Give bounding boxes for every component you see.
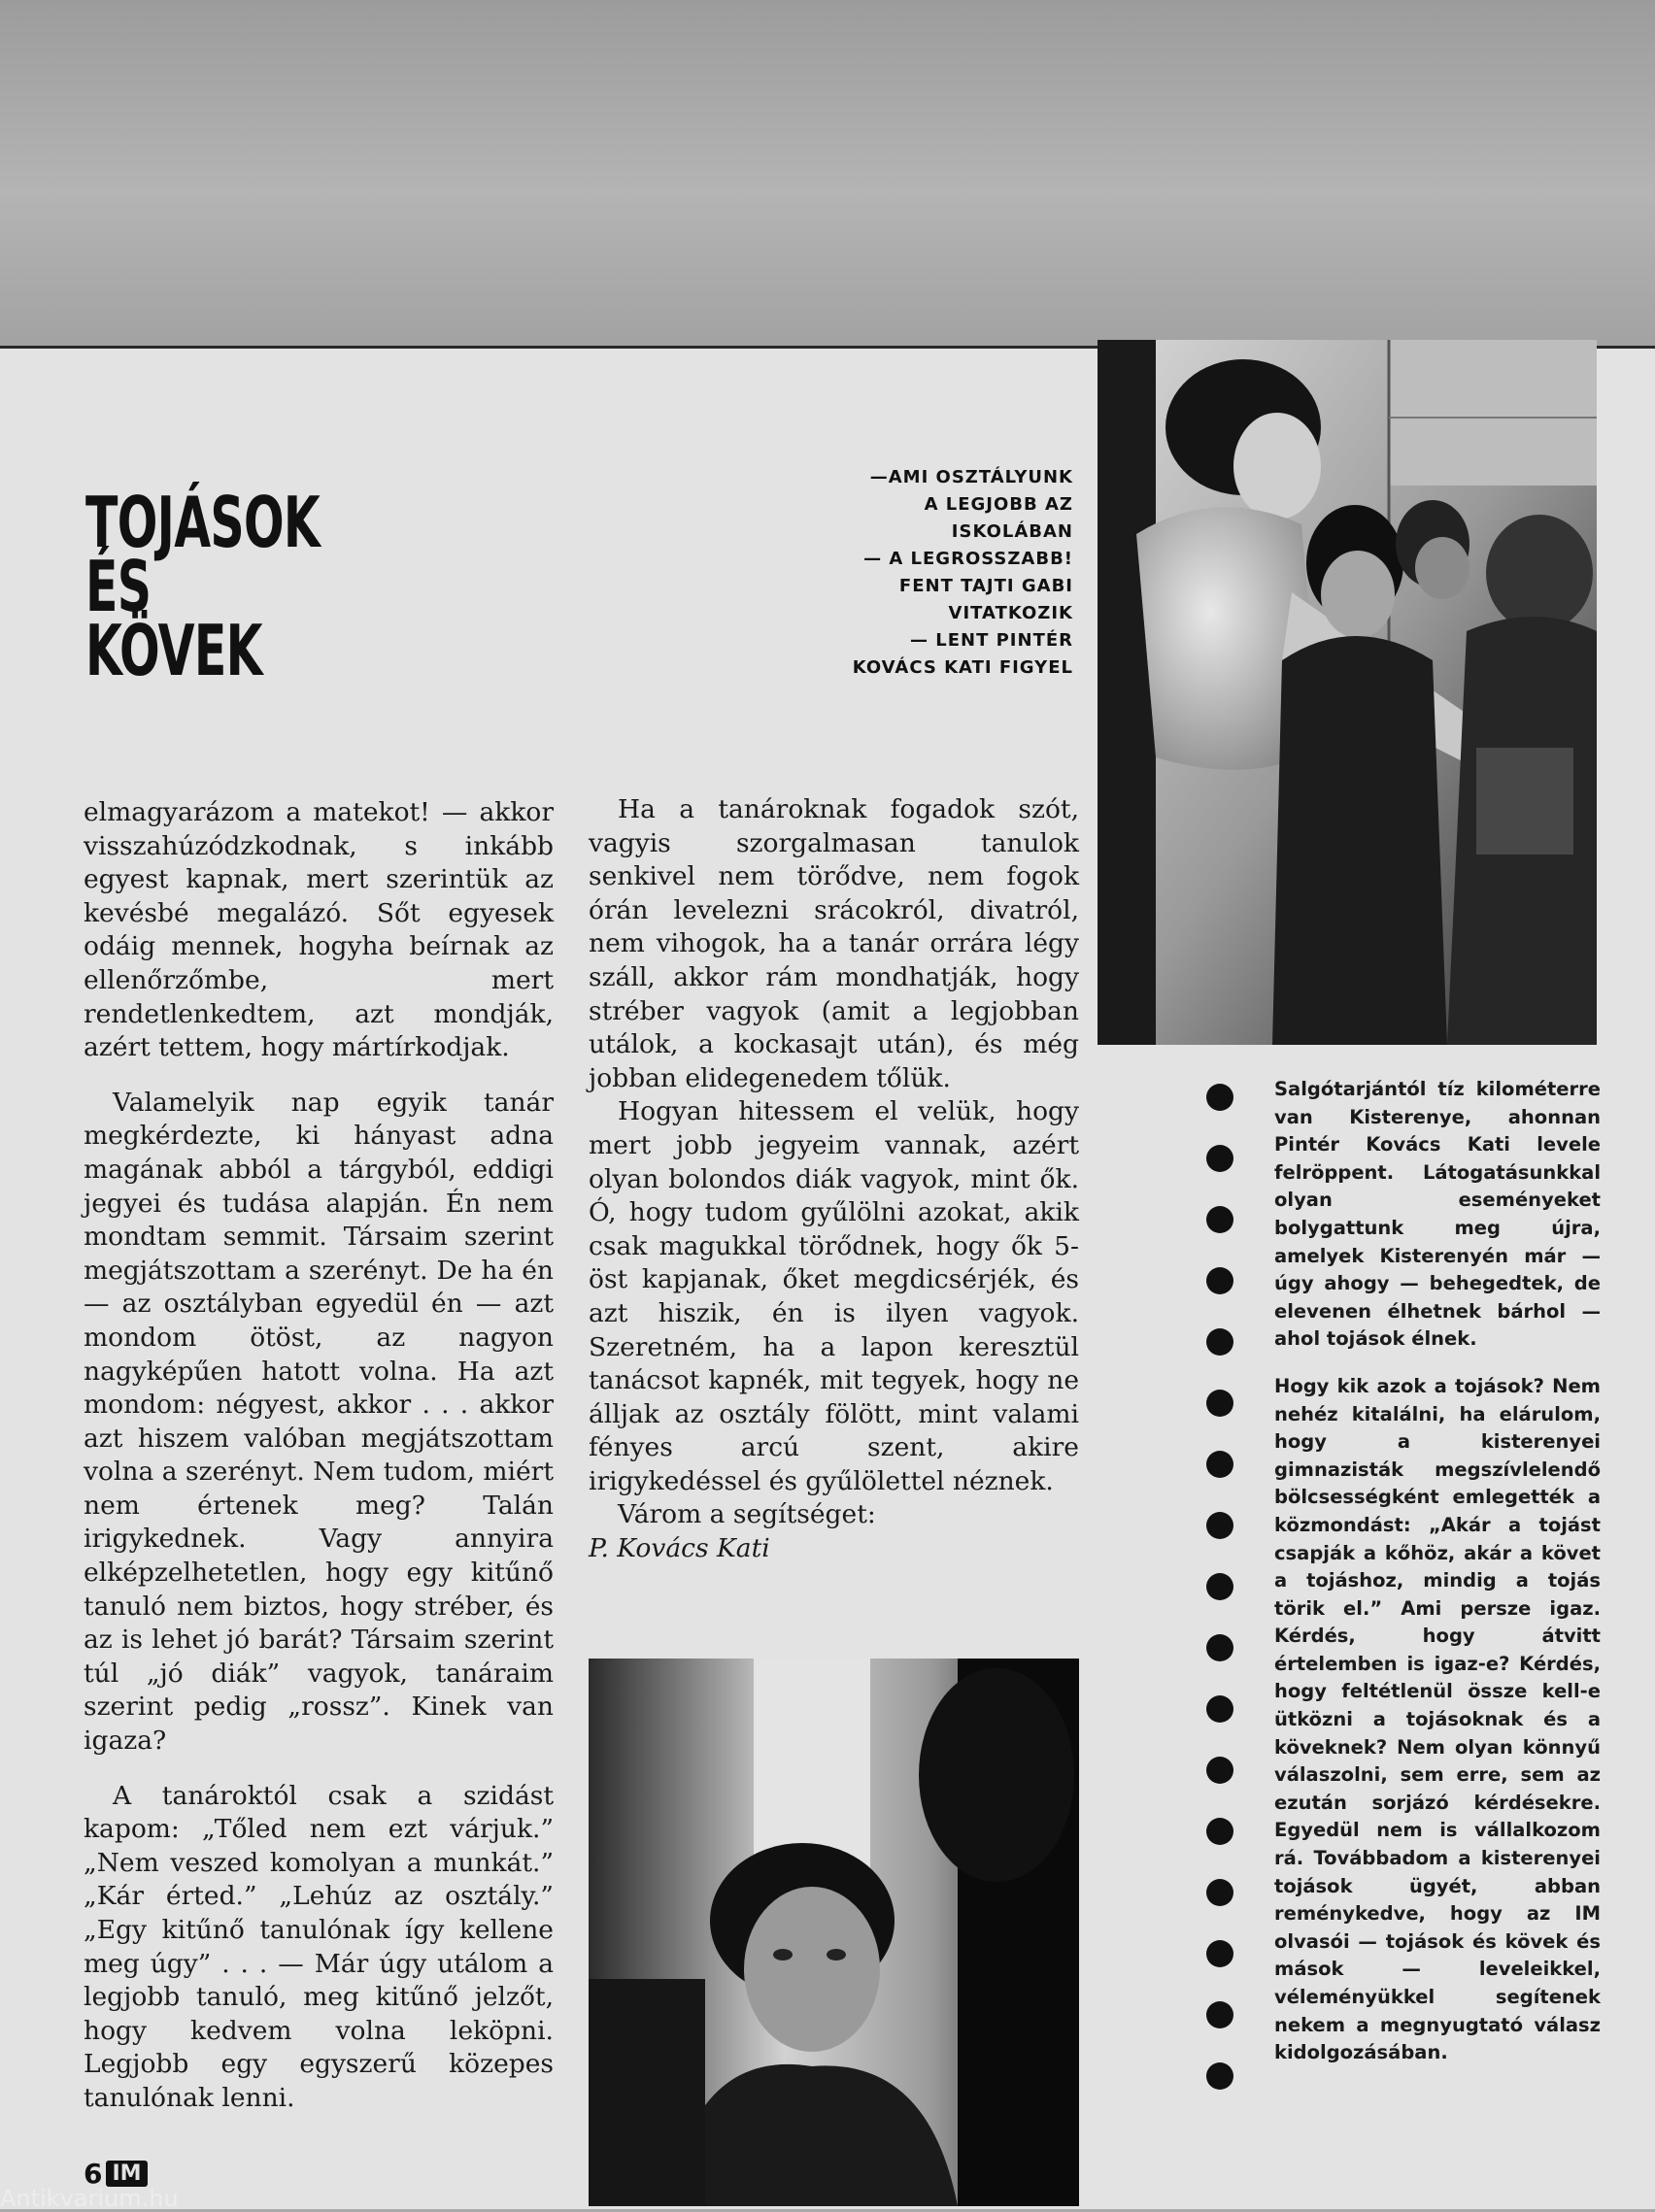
- bullet-dot-column: [1206, 1084, 1233, 2124]
- bullet-dot: [1206, 1206, 1233, 1233]
- bullet-dot: [1206, 1512, 1233, 1539]
- headline-line: ÉS: [85, 546, 152, 627]
- editorial-paragraph: Salgótarjántól tíz kilométerre van Kisterenye, ahonnan Pintér Kovács Kati levele felröppent. Látogatásunkkal olyan eseményeket bolygattunk meg újra, amelyek Kisterenyén már — úgy ahogy — behegedtek, de elevenen élhetnek bárhol — ahol tojások élnek.: [1274, 1078, 1601, 1351]
- bullet-dot: [1206, 1695, 1233, 1723]
- background-surface: [0, 0, 1655, 350]
- letter-paragraph: Ha a tanároknak fogadok szót, vagyis szorgalmasan tanulok senkivel nem törődve, nem fogok órán levelezni srácokról, divatról, nem vihogok, ha a tanár orrára légy száll, akkor rám mondhatják, hogy stréber vagyok (amit a legjobban utálok, a kockasajt után), és még jobban elidegenedem tőlük.: [589, 794, 1079, 1093]
- headline-line: TOJÁSOK: [85, 482, 321, 563]
- caption-line: — A LEGROSSZABB!: [863, 549, 1073, 569]
- page-number: 6: [84, 2158, 103, 2190]
- photo-caption: [796, 464, 1073, 682]
- bullet-dot: [1206, 1145, 1233, 1172]
- letter-paragraph: Valamelyik nap egyik tanár megkérdezte, ki hányast adna magának abból a tárgyból, eddigi jegyei és tudása alapján. Én nem mondtam semmit. Társaim szerint megjátszottam a szerényt. De ha én — az osztályban egyedül én — azt mondom ötöst, az nagyon nagyképűen hatott volna. Ha azt mondom: négyest, akkor . . . akkor azt hiszem valóban megjátszottam volna a szerényt. Nem tudom, miért nem értenek meg? Talán irigykednek. Vagy annyira elképzelhetetlen, hogy egy kitűnő tanuló nem biztos, hogy stréber, és az is lehet jó barát? Társaim szerint túl „jó diák” vagyok, tanáraim szerint pedig „rossz”. Kinek van igaza?: [84, 1087, 554, 1757]
- bullet-dot: [1206, 1451, 1233, 1478]
- letter-column-left: [84, 796, 554, 2116]
- caption-line: KOVÁCS KATI FIGYEL: [852, 657, 1073, 678]
- article-headline: [85, 482, 321, 691]
- bullet-dot: [1206, 2001, 1233, 2028]
- editorial-column-right: [1274, 1076, 1601, 2067]
- caption-line: FENT TAJTI GABI: [898, 576, 1073, 596]
- headline-line: KÖVEK: [85, 610, 262, 691]
- magazine-logo: IM: [106, 2161, 147, 2187]
- photo-classroom-debate-image: [1098, 340, 1597, 1045]
- watermark: Antikvarium.hu: [0, 2185, 179, 2212]
- bullet-dot: [1206, 1328, 1233, 1356]
- caption-line: — LENT PINTÉR: [909, 630, 1073, 651]
- letter-column-middle: [589, 793, 1079, 1566]
- letter-closing: Várom a segítséget:: [618, 1499, 876, 1530]
- letter-paragraph: Hogyan hitessem el velük, hogy mert jobb jegyeim vannak, azért olyan bolondos diák vagyok, mint ők. Ó, hogy tudom gyűlölni azokat, akik csak magukkal törődnek, hogy ők 5-öst kapjanak, őket megdicsérjék, és azt hiszik, én is ilyen vagyok. Szeretném, ha a lapon keresztül tanácsot kapnék, mit tegyek, hogy ne álljak az osztály fölött, mint valami fényes arcú szent, akire irigykedéssel és gyűlölettel néznek.: [589, 1096, 1079, 1496]
- bullet-dot: [1206, 1390, 1233, 1417]
- bullet-dot: [1206, 1634, 1233, 1661]
- caption-line: —AMI OSZTÁLYUNK: [869, 467, 1073, 487]
- bullet-dot: [1206, 1818, 1233, 1845]
- letter-signature: P. Kovács Kati: [589, 1533, 770, 1564]
- letter-paragraph: A tanároktól csak a szidást kapom: „Tőled nem ezt várjuk.” „Nem veszed komolyan a munkát.” „Kár érted.” „Lehúz az osztály.” „Egy kitűnő tanulónak így kellene meg úgy” . . . — Már úgy utálom a legjobb tanuló, meg kitűnő jelzőt, hogy kedvem volna leköpni. Legjobb egy egyszerű közepes tanulónak lenni.: [84, 1780, 554, 2113]
- bullet-dot: [1206, 1757, 1233, 1784]
- caption-line: VITATKOZIK: [948, 603, 1073, 623]
- photo-student-listening: [589, 1659, 1079, 2206]
- bullet-dot: [1206, 2062, 1233, 2090]
- editorial-paragraph: Hogy kik azok a tojások? Nem nehéz kitalálni, ha elárulom, hogy a kisterenyei gimnazisták megszívlelendő bölcsességként emlegették a közmondást: „Akár a tojást csapják a kőhöz, akár a követ a tojáshoz, mindig a tojás törik el.” Ami persze igaz. Kérdés, hogy átvitt értelemben is igaz-e? Kérdés, hogy feltétlenül össze kell-e ütközni a tojásoknak és a köveknek? Nem olyan könnyű válaszolni, sem erre, sem az ezután sorjázó kérdésekre. Egyedül nem is vállalkozom rá. Továbbadom a kisterenyei tojások ügyét, abban reménykedve, hogy az IM olvasói — tojások és kövek és mások — leveleikkel, véleményükkel segítenek nekem a megnyugtató válasz kidolgozásában.: [1274, 1374, 1601, 2064]
- bullet-dot: [1206, 1267, 1233, 1294]
- bullet-dot: [1206, 1879, 1233, 1906]
- photo-student-listening-image: [589, 1659, 1079, 2206]
- photo-classroom-debate: [1098, 340, 1597, 1045]
- bullet-dot: [1206, 1084, 1233, 1111]
- bullet-dot: [1206, 1573, 1233, 1600]
- caption-line: ISKOLÁBAN: [951, 521, 1073, 542]
- caption-line: A LEGJOBB AZ: [924, 494, 1073, 515]
- bullet-dot: [1206, 1940, 1233, 1967]
- letter-paragraph: elmagyarázom a matekot! — akkor visszahúzódzkodnak, s inkább egyest kapnak, mert szerintük az kevésbé megalázó. Sőt egyesek odáig mennek, hogyha beírnak az ellenőrzőmbe, mert rendetlenkedtem, azt mondják, azért tettem, hogy mártírkodjak.: [84, 797, 554, 1063]
